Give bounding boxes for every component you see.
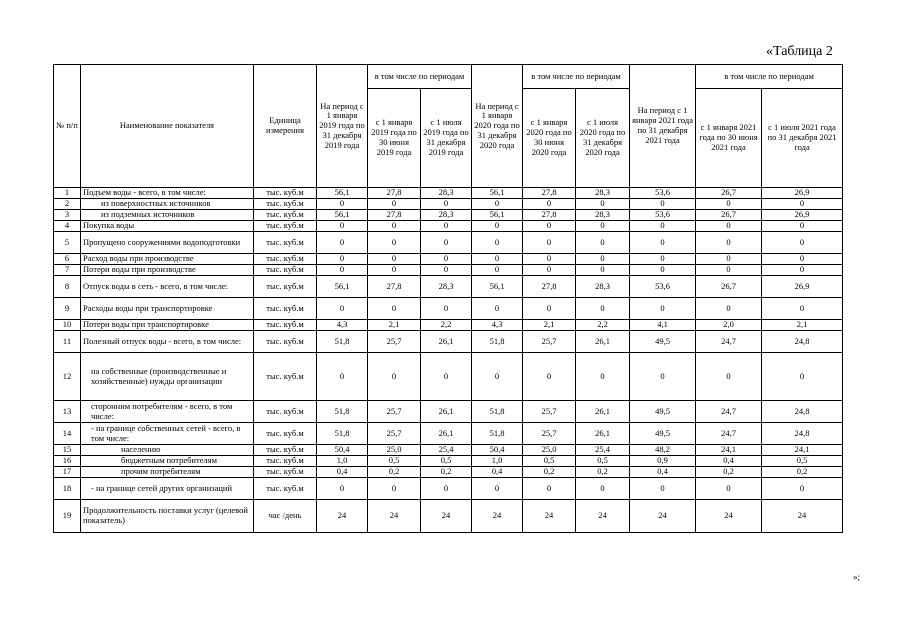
value-cell: 56,1: [472, 188, 523, 199]
value-cell: 0: [696, 232, 762, 254]
value-cell: 0: [762, 265, 843, 276]
water-balance-table: [53, 64, 843, 533]
value-cell: 0: [368, 265, 421, 276]
value-cell: 24: [523, 500, 576, 533]
value-cell: 51,8: [472, 423, 523, 445]
value-cell: 27,8: [523, 210, 576, 221]
value-cell: 26,1: [576, 423, 630, 445]
col-header-h2-2020: с 1 июля 2020 года по 31 декабря 2020 года: [576, 89, 630, 188]
table-row: [54, 423, 843, 445]
value-cell: 24: [762, 500, 843, 533]
indicator-name: Покупка воды: [81, 221, 254, 232]
value-cell: 0: [762, 221, 843, 232]
row-number: 15: [54, 445, 81, 456]
unit-cell: тыс. куб.м: [254, 478, 317, 500]
indicator-name: Потери воды при производстве: [81, 265, 254, 276]
value-cell: 27,8: [523, 188, 576, 199]
indicator-name: Расход воды при производстве: [81, 254, 254, 265]
value-cell: 0: [472, 265, 523, 276]
value-cell: 0: [368, 478, 421, 500]
value-cell: 50,4: [317, 445, 368, 456]
indicator-name: из поверхностных источников: [81, 199, 254, 210]
indicator-name: Отпуск воды в сеть - всего, в том числе:: [81, 276, 254, 298]
value-cell: 0: [523, 232, 576, 254]
value-cell: 26,1: [421, 401, 472, 423]
table-row: [54, 478, 843, 500]
value-cell: 0: [421, 232, 472, 254]
row-number: 9: [54, 298, 81, 320]
value-cell: 24,7: [696, 423, 762, 445]
value-cell: 27,8: [368, 276, 421, 298]
value-cell: 26,7: [696, 188, 762, 199]
value-cell: 0: [762, 199, 843, 210]
value-cell: 0: [368, 221, 421, 232]
row-number: 8: [54, 276, 81, 298]
unit-cell: тыс. куб.м: [254, 254, 317, 265]
unit-cell: тыс. куб.м: [254, 423, 317, 445]
row-number: 4: [54, 221, 81, 232]
table-row: [54, 298, 843, 320]
value-cell: 0,5: [523, 456, 576, 467]
value-cell: 0: [421, 265, 472, 276]
unit-cell: тыс. куб.м: [254, 353, 317, 401]
value-cell: 25,4: [421, 445, 472, 456]
value-cell: 0: [368, 199, 421, 210]
value-cell: 0: [368, 298, 421, 320]
value-cell: 24: [421, 500, 472, 533]
value-cell: 0: [630, 221, 696, 232]
value-cell: 0: [576, 265, 630, 276]
value-cell: 0: [576, 353, 630, 401]
unit-cell: тыс. куб.м: [254, 401, 317, 423]
value-cell: 24,8: [762, 331, 843, 353]
value-cell: 0: [472, 199, 523, 210]
value-cell: 0: [576, 232, 630, 254]
value-cell: 53,6: [630, 276, 696, 298]
value-cell: 49,5: [630, 331, 696, 353]
value-cell: 0: [317, 232, 368, 254]
value-cell: 25,7: [523, 331, 576, 353]
unit-cell: тыс. куб.м: [254, 298, 317, 320]
value-cell: 0: [696, 199, 762, 210]
indicator-name: Потери воды при транспортировке: [81, 320, 254, 331]
unit-cell: тыс. куб.м: [254, 467, 317, 478]
value-cell: 1,0: [317, 456, 368, 467]
value-cell: 0,2: [523, 467, 576, 478]
value-cell: 25,7: [523, 401, 576, 423]
row-number: 11: [54, 331, 81, 353]
unit-cell: тыс. куб.м: [254, 276, 317, 298]
value-cell: 25,7: [368, 331, 421, 353]
col-header-subperiods-2021: в том числе по периодам: [696, 65, 843, 89]
row-number: 19: [54, 500, 81, 533]
value-cell: 0: [523, 221, 576, 232]
value-cell: 26,1: [576, 331, 630, 353]
indicator-name: из подземных источников: [81, 210, 254, 221]
value-cell: 2,1: [368, 320, 421, 331]
unit-cell: тыс. куб.м: [254, 232, 317, 254]
value-cell: 25,0: [523, 445, 576, 456]
row-number: 1: [54, 188, 81, 199]
row-number: 18: [54, 478, 81, 500]
table-row: [54, 467, 843, 478]
value-cell: 0: [317, 199, 368, 210]
value-cell: 0,2: [762, 467, 843, 478]
unit-cell: час /день: [254, 500, 317, 533]
value-cell: 0,2: [576, 467, 630, 478]
value-cell: 24,7: [696, 401, 762, 423]
value-cell: 56,1: [317, 210, 368, 221]
value-cell: 51,8: [472, 401, 523, 423]
value-cell: 0: [472, 353, 523, 401]
row-number: 16: [54, 456, 81, 467]
table-row: [54, 401, 843, 423]
value-cell: 25,0: [368, 445, 421, 456]
value-cell: 56,1: [472, 210, 523, 221]
value-cell: 0: [630, 254, 696, 265]
value-cell: 0: [317, 265, 368, 276]
table-caption: «Таблица 2: [766, 44, 833, 59]
value-cell: 0: [696, 298, 762, 320]
value-cell: 26,7: [696, 210, 762, 221]
indicator-name: Пропущено сооружениями водоподготовки: [81, 232, 254, 254]
value-cell: 0: [523, 298, 576, 320]
row-number: 6: [54, 254, 81, 265]
value-cell: 2,1: [762, 320, 843, 331]
closing-quote: »;: [853, 572, 861, 582]
col-header-subperiods-2020: в том числе по периодам: [523, 65, 630, 89]
value-cell: 0: [762, 478, 843, 500]
value-cell: 26,9: [762, 210, 843, 221]
table-row: [54, 254, 843, 265]
value-cell: 0: [630, 199, 696, 210]
value-cell: 49,5: [630, 401, 696, 423]
col-header-h1-2019: с 1 января 2019 года по 30 июня 2019 года: [368, 89, 421, 188]
value-cell: 24: [576, 500, 630, 533]
value-cell: 53,6: [630, 188, 696, 199]
value-cell: 24: [368, 500, 421, 533]
table-header: [54, 65, 843, 188]
row-number: 5: [54, 232, 81, 254]
value-cell: 0,4: [472, 467, 523, 478]
value-cell: 0: [630, 353, 696, 401]
col-header-h2-2019: с 1 июля 2019 года по 31 декабря 2019 года: [421, 89, 472, 188]
col-header-period-2019: На период с 1 января 2019 года по 31 декабря 2019 года: [317, 65, 368, 188]
value-cell: 0: [576, 478, 630, 500]
value-cell: 0: [523, 254, 576, 265]
value-cell: 0: [317, 298, 368, 320]
value-cell: 0,4: [630, 467, 696, 478]
row-number: 10: [54, 320, 81, 331]
indicator-name: сторонним потребителям - всего, в том числе:: [81, 401, 254, 423]
value-cell: 0: [472, 254, 523, 265]
value-cell: 0: [696, 478, 762, 500]
value-cell: 0: [576, 298, 630, 320]
value-cell: 26,7: [696, 276, 762, 298]
value-cell: 49,5: [630, 423, 696, 445]
value-cell: 24,8: [762, 401, 843, 423]
table-body: [54, 188, 843, 533]
value-cell: 26,1: [576, 401, 630, 423]
row-number: 3: [54, 210, 81, 221]
value-cell: 48,2: [630, 445, 696, 456]
col-header-name: Наименование показателя: [81, 65, 254, 188]
value-cell: 24: [317, 500, 368, 533]
value-cell: 25,7: [368, 423, 421, 445]
value-cell: 0: [317, 254, 368, 265]
row-number: 2: [54, 199, 81, 210]
value-cell: 0: [696, 254, 762, 265]
value-cell: 24,8: [762, 423, 843, 445]
value-cell: 26,9: [762, 276, 843, 298]
value-cell: 0: [472, 478, 523, 500]
value-cell: 27,8: [368, 210, 421, 221]
value-cell: 0: [762, 254, 843, 265]
value-cell: 25,7: [523, 423, 576, 445]
value-cell: 0: [630, 265, 696, 276]
unit-cell: тыс. куб.м: [254, 445, 317, 456]
table-row: [54, 500, 843, 533]
unit-cell: тыс. куб.м: [254, 188, 317, 199]
table-row: [54, 320, 843, 331]
indicator-name: Расходы воды при транспортировке: [81, 298, 254, 320]
unit-cell: тыс. куб.м: [254, 221, 317, 232]
value-cell: 0: [421, 221, 472, 232]
value-cell: 0: [421, 478, 472, 500]
value-cell: 27,8: [523, 276, 576, 298]
indicator-name: Подъем воды - всего, в том числе:: [81, 188, 254, 199]
value-cell: 0: [630, 232, 696, 254]
unit-cell: тыс. куб.м: [254, 331, 317, 353]
value-cell: 2,2: [421, 320, 472, 331]
col-header-period-2021: На период с 1 января 2021 года по 31 декабря 2021 года: [630, 65, 696, 188]
value-cell: 0: [696, 353, 762, 401]
value-cell: 0,4: [696, 456, 762, 467]
value-cell: 0,4: [317, 467, 368, 478]
value-cell: 0: [523, 265, 576, 276]
value-cell: 0: [576, 199, 630, 210]
value-cell: 0: [368, 232, 421, 254]
value-cell: 4,3: [317, 320, 368, 331]
indicator-name: населению: [81, 445, 254, 456]
value-cell: 0: [523, 478, 576, 500]
row-number: 17: [54, 467, 81, 478]
value-cell: 26,1: [421, 331, 472, 353]
value-cell: 0: [762, 353, 843, 401]
value-cell: 0,5: [762, 456, 843, 467]
value-cell: 0: [368, 254, 421, 265]
value-cell: 24,1: [762, 445, 843, 456]
value-cell: 0: [472, 232, 523, 254]
value-cell: 24: [696, 500, 762, 533]
indicator-name: бюджетным потребителям: [81, 456, 254, 467]
value-cell: 0: [523, 353, 576, 401]
unit-cell: тыс. куб.м: [254, 210, 317, 221]
value-cell: 28,3: [576, 188, 630, 199]
col-header-h1-2021: с 1 января 2021 года по 30 июня 2021 года: [696, 89, 762, 188]
value-cell: 2,0: [696, 320, 762, 331]
unit-cell: тыс. куб.м: [254, 456, 317, 467]
value-cell: 0: [696, 265, 762, 276]
value-cell: 51,8: [472, 331, 523, 353]
row-number: 13: [54, 401, 81, 423]
value-cell: 0: [762, 232, 843, 254]
table-row: [54, 456, 843, 467]
table-row: [54, 353, 843, 401]
value-cell: 28,3: [421, 188, 472, 199]
value-cell: 0,5: [576, 456, 630, 467]
table-row: [54, 221, 843, 232]
col-header-unit: Единица измерения: [254, 65, 317, 188]
value-cell: 51,8: [317, 331, 368, 353]
value-cell: 0,5: [368, 456, 421, 467]
value-cell: 2,2: [576, 320, 630, 331]
col-header-h1-2020: с 1 января 2020 года по 30 июня 2020 года: [523, 89, 576, 188]
col-header-num: № п/п: [54, 65, 81, 188]
value-cell: 1,0: [472, 456, 523, 467]
table-row: [54, 232, 843, 254]
value-cell: 2,1: [523, 320, 576, 331]
row-number: 7: [54, 265, 81, 276]
value-cell: 26,9: [762, 188, 843, 199]
value-cell: 25,7: [368, 401, 421, 423]
value-cell: 0: [421, 298, 472, 320]
value-cell: 0: [317, 221, 368, 232]
value-cell: 28,3: [576, 276, 630, 298]
table-row: [54, 210, 843, 221]
indicator-name: Полезный отпуск воды - всего, в том числе:: [81, 331, 254, 353]
value-cell: 28,3: [421, 276, 472, 298]
table-row: [54, 445, 843, 456]
unit-cell: тыс. куб.м: [254, 320, 317, 331]
value-cell: 24: [472, 500, 523, 533]
value-cell: 0: [576, 254, 630, 265]
value-cell: 28,3: [421, 210, 472, 221]
value-cell: 0,5: [421, 456, 472, 467]
row-number: 14: [54, 423, 81, 445]
row-number: 12: [54, 353, 81, 401]
value-cell: 0: [421, 254, 472, 265]
col-header-subperiods-2019: в том числе по периодам: [368, 65, 472, 89]
value-cell: 0,2: [421, 467, 472, 478]
indicator-name: - на границе сетей других организаций: [81, 478, 254, 500]
col-header-h2-2021: с 1 июля 2021 года по 31 декабря 2021 года: [762, 89, 843, 188]
value-cell: 51,8: [317, 401, 368, 423]
value-cell: 0: [472, 221, 523, 232]
value-cell: 0,9: [630, 456, 696, 467]
value-cell: 0: [317, 353, 368, 401]
value-cell: 0: [523, 199, 576, 210]
value-cell: 28,3: [576, 210, 630, 221]
table-row: [54, 331, 843, 353]
table-row: [54, 265, 843, 276]
value-cell: 0,2: [368, 467, 421, 478]
value-cell: 0: [762, 298, 843, 320]
value-cell: 0: [630, 478, 696, 500]
value-cell: 24: [630, 500, 696, 533]
value-cell: 51,8: [317, 423, 368, 445]
value-cell: 24,7: [696, 331, 762, 353]
indicator-name: - на границе собственных сетей - всего, в том числе:: [81, 423, 254, 445]
value-cell: 56,1: [317, 276, 368, 298]
value-cell: 27,8: [368, 188, 421, 199]
table-row: [54, 199, 843, 210]
value-cell: 0: [421, 353, 472, 401]
value-cell: 4,3: [472, 320, 523, 331]
value-cell: 24,1: [696, 445, 762, 456]
indicator-name: прочим потребителям: [81, 467, 254, 478]
value-cell: 4,1: [630, 320, 696, 331]
value-cell: 56,1: [317, 188, 368, 199]
value-cell: 0: [472, 298, 523, 320]
value-cell: 0: [421, 199, 472, 210]
value-cell: 0: [368, 353, 421, 401]
value-cell: 53,6: [630, 210, 696, 221]
indicator-name: Продолжительность поставки услуг (целевой показатель): [81, 500, 254, 533]
col-header-period-2020: На период с 1 января 2020 года по 31 декабря 2020 года: [472, 65, 523, 188]
indicator-name: на собственные (производственные и хозяйственные) нужды организации: [81, 353, 254, 401]
value-cell: 0: [630, 298, 696, 320]
value-cell: 0: [317, 478, 368, 500]
unit-cell: тыс. куб.м: [254, 265, 317, 276]
value-cell: 0: [696, 221, 762, 232]
unit-cell: тыс. куб.м: [254, 199, 317, 210]
table-row: [54, 188, 843, 199]
value-cell: 26,1: [421, 423, 472, 445]
value-cell: 56,1: [472, 276, 523, 298]
value-cell: 0: [576, 221, 630, 232]
table-row: [54, 276, 843, 298]
value-cell: 0,2: [696, 467, 762, 478]
value-cell: 25,4: [576, 445, 630, 456]
value-cell: 50,4: [472, 445, 523, 456]
